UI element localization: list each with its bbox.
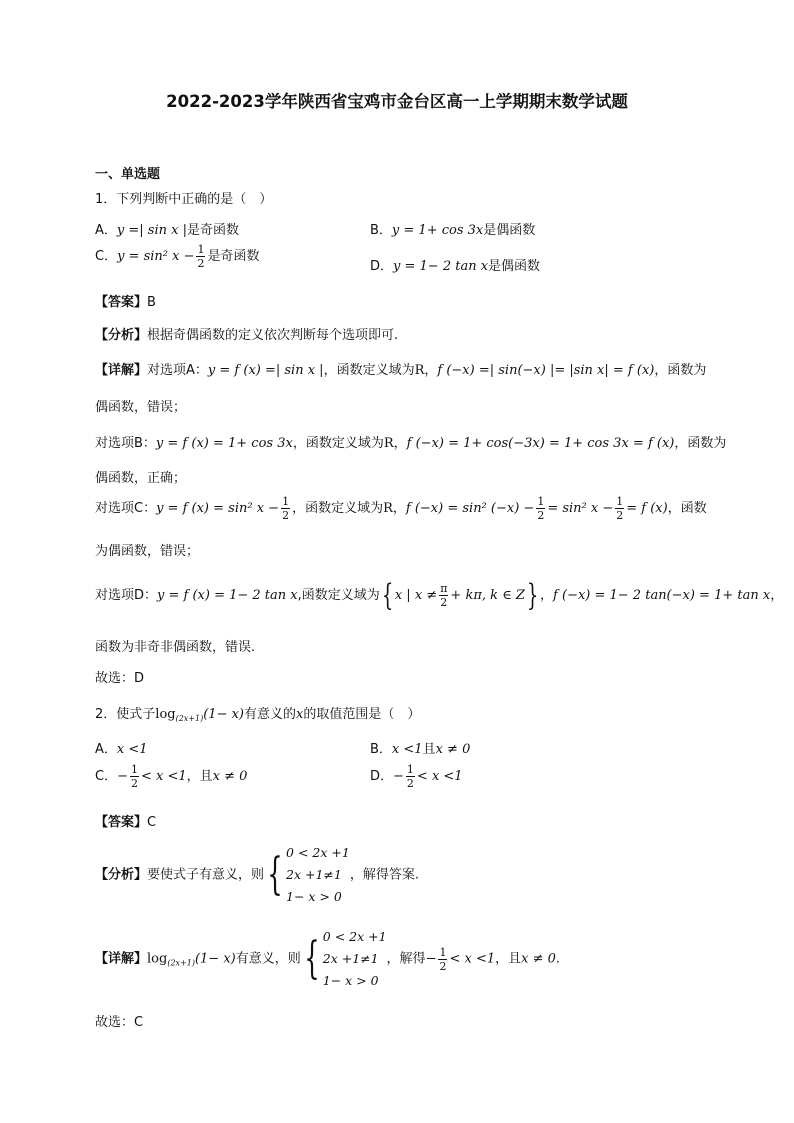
option-label: D． [370, 259, 394, 274]
text: ，解得 [386, 951, 426, 967]
text: 2．使式子 [95, 707, 156, 722]
numerator: 1 [537, 495, 545, 508]
answer-tag: 【答案】 [95, 815, 148, 830]
math: y = 1− 2 tan x [393, 259, 489, 274]
math: f (−x) = sin² (−x) − [405, 501, 535, 516]
analysis-tag: 【分析】 [95, 867, 148, 883]
numerator: 1 [130, 763, 138, 776]
text: ，且 [495, 951, 522, 967]
text: ，函数为 [674, 436, 727, 451]
q1-analysis [95, 324, 398, 343]
q2-option-a [95, 738, 148, 757]
math-subscript: (2x+1) [175, 714, 204, 723]
math: = sin² x − [547, 501, 614, 516]
text: 且 [422, 742, 436, 757]
q1-detail-c-line1 [95, 496, 707, 521]
math: < x <1 [140, 769, 187, 784]
option-label: D． [370, 769, 394, 784]
math: y = f (x) = 1− 2 tan x [157, 588, 298, 603]
option-tail: 是奇函数 [186, 223, 239, 238]
section-heading: 一、单选题 [95, 167, 161, 182]
detail-tag: 【详解】 [95, 951, 148, 967]
denominator: 2 [282, 509, 290, 522]
math: x | x ≠ [394, 588, 438, 603]
math: log [147, 951, 168, 967]
denominator: 2 [616, 509, 624, 522]
answer-tag: 【答案】 [95, 295, 148, 310]
denominator: 2 [130, 777, 138, 790]
q2-option-d: D．− $\frac{1}{2}$ < x <1 [370, 763, 463, 790]
fraction [615, 496, 624, 521]
system-line: 1− x > 0 [322, 973, 379, 988]
inequality-system [286, 842, 350, 908]
text: ，函数为 [654, 363, 707, 378]
option-label: A． [95, 742, 117, 757]
math-subscript: (2x+1) [167, 958, 195, 968]
answer-value: C [147, 815, 157, 830]
q1-detail-d-line2: 函数为非奇非偶函数，错误. [95, 640, 256, 655]
math: < x <1 [416, 769, 463, 784]
text: ， [540, 588, 554, 603]
math: x ≠ 0 [212, 769, 248, 784]
denominator: 2 [537, 509, 545, 522]
q1-choose: 故选：D [95, 671, 145, 686]
math: y = f (x) = sin² x − [156, 501, 280, 516]
q1-detail-d-line1 [95, 578, 783, 613]
system-line: 0 < 2x +1 [286, 845, 350, 860]
text: ，且 [186, 769, 213, 784]
text: ， [424, 363, 438, 378]
numerator: 1 [439, 945, 447, 959]
text: 的取值范围是（ ） [303, 707, 421, 722]
denominator: 2 [439, 959, 447, 973]
math: x ≠ 0 [435, 742, 471, 757]
text: ， [393, 436, 407, 451]
denominator: 2 [197, 257, 205, 270]
left-brace: { [381, 578, 394, 613]
math: + kπ, k ∈ Z [450, 588, 525, 603]
math: f (−x) =| sin(−x) |= |sin x| = f (x) [437, 363, 655, 378]
answer-value: B [147, 295, 156, 310]
numerator: 1 [616, 495, 624, 508]
option-tail: 是偶函数 [483, 223, 536, 238]
option-label: B． [370, 742, 392, 757]
text: ,函数定义域为 [297, 588, 380, 603]
q2-answer [95, 811, 156, 830]
math: R [414, 363, 425, 378]
option-label: A． [95, 223, 117, 238]
math: R [383, 501, 393, 516]
q1-option-d [370, 255, 540, 274]
math: = f (x) [626, 501, 668, 516]
page-title: 2022-2023学年陕西省宝鸡市金台区高一上学期期末数学试题 [166, 92, 628, 111]
math: f (−x) = 1+ cos(−3x) = 1+ cos 3x = f (x) [406, 436, 675, 451]
fraction [196, 244, 205, 269]
math: log [155, 707, 176, 722]
math: x <1 [391, 742, 423, 757]
question-1-stem: 1．下列判断中正确的是（ ） [95, 192, 273, 207]
system-brace: { [267, 849, 283, 900]
denominator: 2 [406, 777, 414, 790]
option-tail: 是偶函数 [488, 259, 541, 274]
text: 对选项C： [95, 501, 157, 516]
text: 对选项D： [95, 588, 158, 603]
math: (1− x) [194, 951, 236, 967]
math: y = f (x) = 1+ cos 3x [155, 436, 293, 451]
right-brace: } [526, 578, 539, 613]
option-tail: 是奇函数 [207, 249, 260, 264]
text: ，函数定义域为 [323, 363, 415, 378]
fraction [130, 764, 139, 789]
math: x [296, 707, 304, 722]
math: y = 1+ cos 3x [391, 223, 484, 238]
q1-detail-b-line2: 偶函数，正确； [95, 471, 187, 486]
system-line: 1− x > 0 [286, 889, 342, 904]
text: 要使式子有意义，则 [147, 867, 265, 883]
system-line: 2x +1≠1 [286, 867, 342, 882]
math: y = f (x) =| sin x | [207, 363, 324, 378]
option-label: C． [95, 769, 118, 784]
system-brace: { [304, 933, 320, 984]
system-line: 0 < 2x +1 [322, 929, 387, 944]
q1-answer [95, 291, 156, 310]
system-line: 2x +1≠1 [322, 951, 379, 966]
q2-analysis [95, 842, 419, 908]
math: < x <1 [449, 951, 496, 967]
math: y = sin² x − [117, 249, 195, 264]
numerator: π [440, 582, 448, 595]
analysis-text: 根据奇偶函数的定义依次判断每个选项即可. [147, 328, 399, 343]
q1-option-a [95, 219, 239, 238]
analysis-tag: 【分析】 [95, 328, 148, 343]
option-label: C． [95, 249, 118, 264]
fraction [281, 496, 290, 521]
math: (1− x) [203, 707, 245, 722]
text: 有意义的 [244, 707, 297, 722]
math: x ≠ 0 [521, 951, 556, 967]
q2-option-b [370, 738, 470, 757]
q1-detail-c-line2: 为偶函数，错误； [95, 544, 200, 559]
q2-option-c: C．− $\frac{1}{2}$ < x <1，且x ≠ 0 [95, 763, 248, 790]
text: ，函数 [667, 501, 707, 516]
fraction [536, 496, 545, 521]
text: 对选项B： [95, 436, 156, 451]
math: R [383, 436, 394, 451]
text: ， [392, 501, 406, 516]
q2-choose: 故选：C [95, 1015, 144, 1030]
option-label: B． [370, 223, 392, 238]
text: ， [770, 588, 784, 603]
fraction [406, 764, 415, 789]
q1-detail-a-line2: 偶函数，错误； [95, 400, 187, 415]
fraction [438, 947, 447, 972]
numerator: 1 [197, 243, 205, 256]
q1-option-b [370, 219, 535, 238]
text: ，函数定义域为 [292, 501, 384, 516]
inequality-system [323, 926, 387, 992]
text: 有意义，则 [235, 951, 301, 967]
text: ，解得答案. [349, 867, 419, 883]
text: ，函数定义域为 [292, 436, 384, 451]
math: f (−x) = 1− 2 tan(−x) = 1+ tan x [553, 588, 771, 603]
detail-tag: 【详解】 [95, 363, 148, 378]
question-2-stem [95, 703, 420, 723]
denominator: 2 [440, 596, 448, 609]
numerator: 1 [406, 763, 414, 776]
q1-detail-b-line1 [95, 432, 726, 451]
text: . [555, 951, 561, 967]
math: x <1 [116, 742, 148, 757]
fraction [439, 583, 448, 608]
math: y =| sin x | [116, 223, 187, 238]
q2-detail: 【详解】$\log_{(2x+1)}(1- x)$有意义，则{ 0 < 2x +1 2x +1≠1 1− x > 0 ，解得− $\frac{1}{2}$ < x <1，且x ≠ 0. [95, 926, 560, 992]
q1-detail-a-line1 [95, 359, 706, 378]
text: 对选项A： [147, 363, 208, 378]
numerator: 1 [282, 495, 290, 508]
q1-option-c [95, 244, 260, 269]
